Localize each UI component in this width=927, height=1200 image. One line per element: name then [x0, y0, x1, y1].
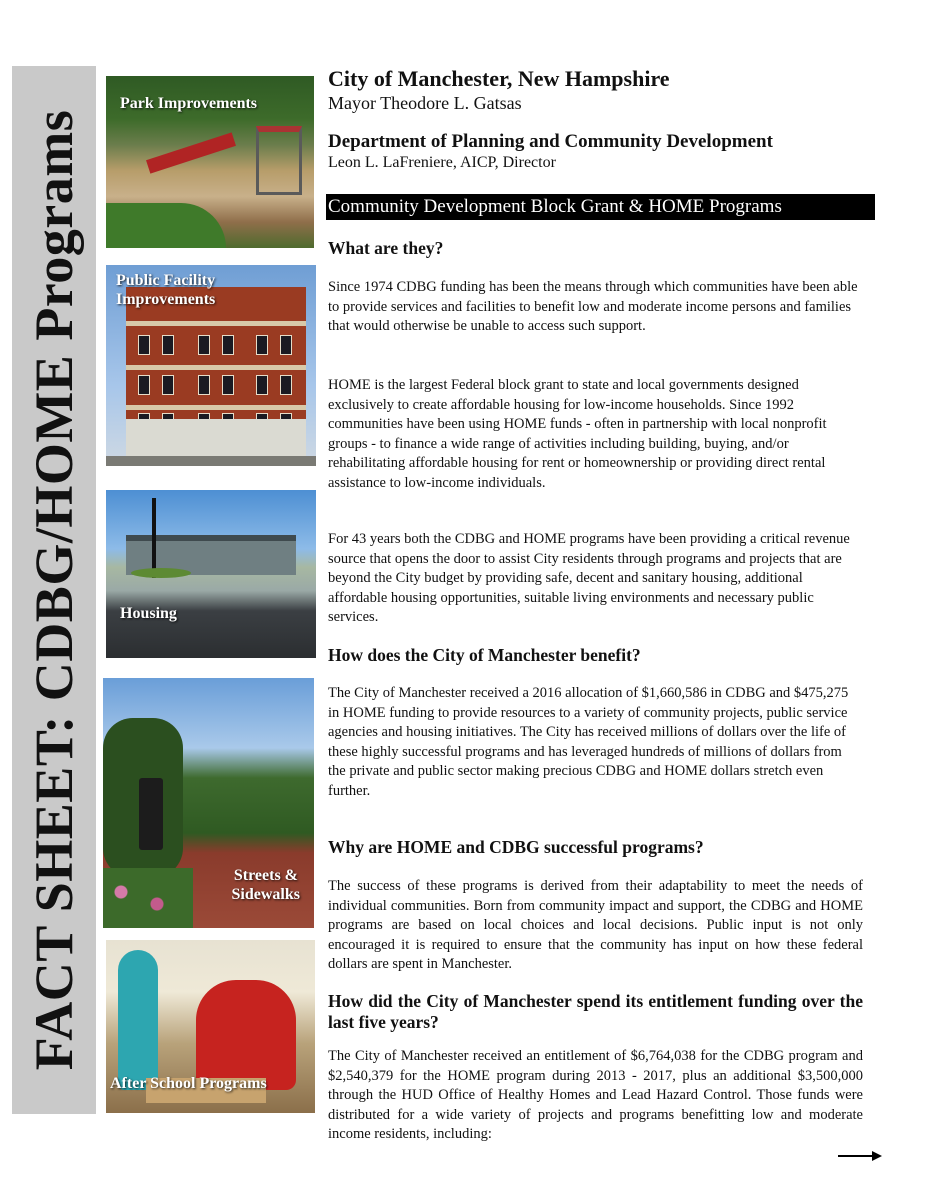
- continue-arrow-icon[interactable]: [838, 1148, 882, 1164]
- housing-photo-label: Housing: [120, 605, 177, 622]
- streets-photo-label-line1: Streets &: [233, 867, 298, 884]
- housing-photo: [106, 490, 316, 658]
- facility-photo-label-line1: Public Facility: [116, 272, 216, 289]
- school-photo: [106, 940, 315, 1113]
- what-paragraph-1: Since 1974 CDBG funding has been the means through which communities have been able to provide services and facilities to benefit low and moderate income persons and families that would otherwise be unable to access such support.: [328, 279, 858, 334]
- benefit-heading: How does the City of Manchester benefit?: [328, 645, 641, 665]
- streets-photo-label-line2: Sidewalks: [231, 886, 300, 903]
- what-paragraph-3: For 43 years both the CDBG and HOME programs have been providing a critical revenue source that opens the door to assist City residents through programs and projects that are beyond the City budget by providing safe, decent and sanitary housing, additional affordable housing opportunities, suitable living environments and necessary public services.: [328, 531, 850, 625]
- school-photo-label: After School Programs: [110, 1075, 267, 1092]
- success-heading: Why are HOME and CDBG successful programs?: [328, 837, 704, 857]
- program-banner: Community Development Block Grant & HOME Programs: [326, 194, 875, 220]
- spend-paragraph: The City of Manchester received an entitlement of $6,764,038 for the CDBG program and $2,540,379 for the HOME program during 2013 - 2017, plus an additional $3,500,000 through the HUD Office of Healthy Homes and Lead Hazard Control. Those funds were distributed for a wide variety of projects and programs benefitting low and moderate income residents, including:: [328, 1048, 863, 1142]
- facility-photo: [106, 265, 316, 466]
- mayor-name: Mayor Theodore L. Gatsas: [328, 93, 522, 113]
- park-photo-label: Park Improvements: [120, 95, 258, 112]
- success-paragraph: The success of these programs is derived from their adaptability to meet the needs of individual communities. Born from community impact and support, the CDBG and HOME programs are based on local choices and local decisions. Public input is not only encouraged it is required to ensure that the community has input on how these federal dollars are spent in Manchester.: [328, 878, 863, 972]
- director-name: Leon L. LaFreniere, AICP, Director: [328, 154, 556, 171]
- facility-photo-label-line2: Improvements: [116, 291, 216, 308]
- what-paragraph-2: HOME is the largest Federal block grant to state and local governments designed exclusively to create affordable housing for low-income households. Since 1992 communities have been using HOME funds - often in partnership with local nonprofit groups - to finance a wide range of activities including building, buying, and/or rehabilitating affordable housing for rent or homeownership or providing direct rental assistance to low-income individuals.: [328, 377, 827, 491]
- side-title: FACT SHEET: CDBG/HOME Programs: [24, 109, 84, 1071]
- what-heading: What are they?: [328, 238, 444, 258]
- park-photo: [106, 76, 314, 248]
- department-title: Department of Planning and Community Development: [328, 131, 773, 152]
- spend-heading: How did the City of Manchester spend its entitlement funding over the last five years?: [328, 991, 863, 1032]
- benefit-paragraph: The City of Manchester received a 2016 allocation of $1,660,586 in CDBG and $475,275 in HOME funding to provide resources to a variety of community projects, public service agencies and housing initiatives. The City has received millions of dollars over the life of these highly successful programs and has leveraged hundreds of millions of dollars from the private and public sector making precious CDBG and HOME dollars stretch even further.: [328, 685, 849, 799]
- streets-photo: [103, 678, 314, 928]
- city-title: City of Manchester, New Hampshire: [328, 66, 670, 91]
